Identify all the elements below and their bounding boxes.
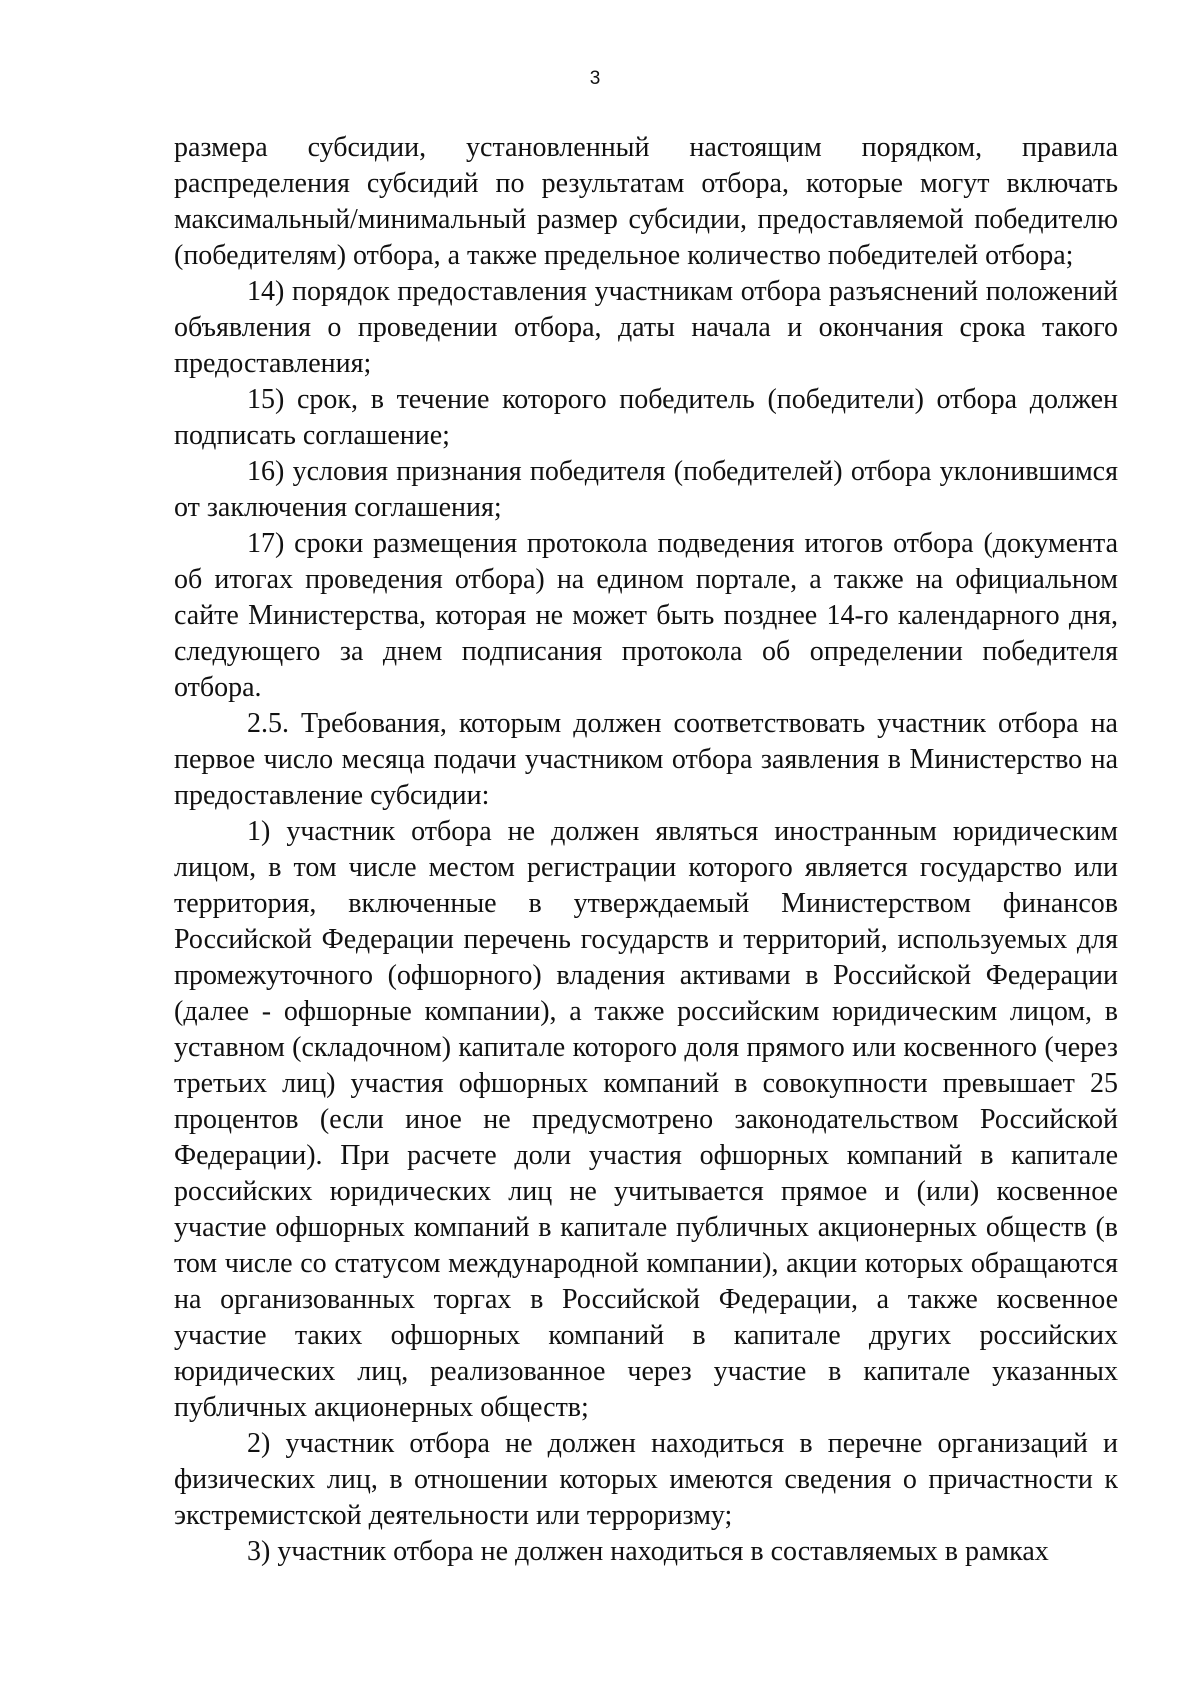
document-body bbox=[174, 130, 1118, 1570]
paragraph-requirement-1: 1) участник отбора не должен являться иностранным юридическим лицом, в том числе местом регистрации которого является государство или территория, включенные в утверждаемый Министерством финансов Российской Федерации перечень государств и территорий, используемых для промежуточного (офшорного) владения активами в Российской Федерации (далее - офшорные компании), а также российским юридическим лицом, в уставном (складочном) капитале которого доля прямого или косвенного (через третьих лиц) участия офшорных компаний в совокупности превышает 25 процентов (если иное не предусмотрено законодательством Российской Федерации). При расчете доли участия офшорных компаний в капитале российских юридических лиц не учитывается прямое и (или) косвенное участие офшорных компаний в капитале публичных акционерных обществ (в том числе со статусом международной компании), акции которых обращаются на организованных торгах в Российской Федерации, а также косвенное участие таких офшорных компаний в капитале других российских юридических лиц, реализованное через участие в капитале указанных публичных акционерных обществ; bbox=[174, 816, 1118, 1423]
paragraph-section-2-5: 2.5. Требования, которым должен соответствовать участник отбора на первое число месяца подачи участником отбора заявления в Министерство на предоставление субсидии: bbox=[174, 708, 1118, 811]
paragraph-requirement-3: 3) участник отбора не должен находиться в составляемых в рамках bbox=[247, 1536, 1049, 1567]
page-number: 3 bbox=[589, 68, 601, 89]
paragraph-item-17: 17) сроки размещения протокола подведения итогов отбора (документа об итогах проведения отбора) на едином портале, а также на официальном сайте Министерства, которая не может быть позднее 14-го календарного дня, следующего за днем подписания протокола об определении победителя отбора. bbox=[174, 528, 1118, 703]
paragraph-item-14: 14) порядок предоставления участникам отбора разъяснений положений объявления о проведении отбора, даты начала и окончания срока такого предоставления; bbox=[174, 276, 1118, 379]
paragraph-item-15: 15) срок, в течение которого победитель (победители) отбора должен подписать соглашение; bbox=[174, 384, 1118, 451]
paragraph-item-16: 16) условия признания победителя (победителей) отбора уклонившимся от заключения соглашения; bbox=[174, 456, 1118, 523]
paragraph-continuation: размера субсидии, установленный настоящим порядком, правила распределения субсидий по результатам отбора, которые могут включать максимальный/минимальный размер субсидии, предоставляемой победителю (победителям) отбора, а также предельное количество победителей отбора; bbox=[174, 132, 1118, 271]
paragraph-requirement-2: 2) участник отбора не должен находиться в перечне организаций и физических лиц, в отношении которых имеются сведения о причастности к экстремистской деятельности или терроризму; bbox=[174, 1428, 1118, 1531]
